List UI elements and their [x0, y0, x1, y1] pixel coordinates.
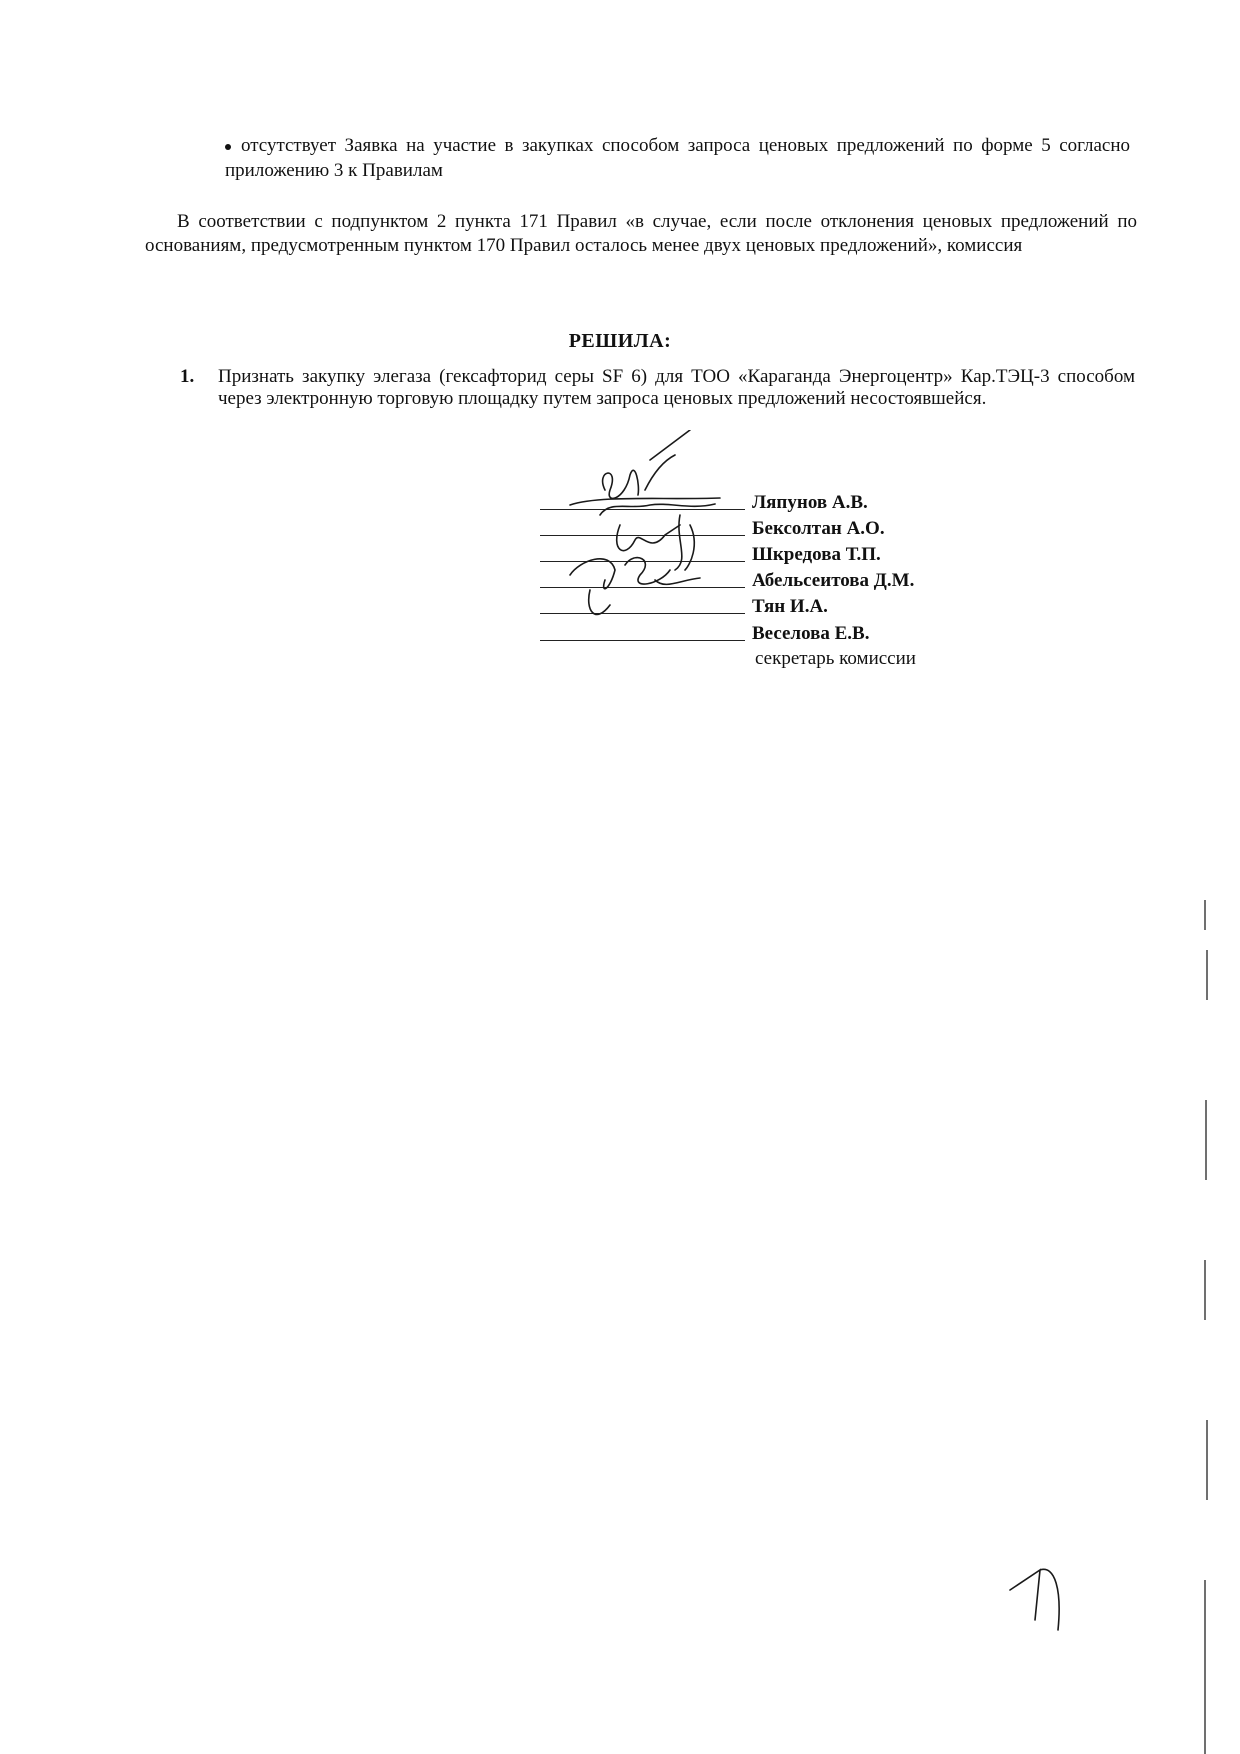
signature-row [540, 594, 960, 618]
signature-row [540, 516, 960, 540]
corner-initials [1000, 1550, 1080, 1640]
signature-row [540, 568, 960, 592]
signatory-name: Веселова Е.В. [752, 623, 870, 644]
signatory-name: Шкредова Т.П. [752, 544, 881, 565]
bullet-dot [225, 144, 231, 150]
signature-row [540, 621, 960, 645]
signatory-name: Тян И.А. [752, 596, 828, 617]
bullet-text: отсутствует Заявка на участие в закупках способом запроса ценовых предложений по форме 5 согласно приложению 3 к Правилам [225, 135, 1130, 181]
signature-line [540, 587, 745, 588]
decision-text: Признать закупку элегаза (гексафторид серы SF 6) для ТОО «Караганда Энергоцентр» Кар.ТЭЦ-3 способом через электронную торговую площадку путем запроса ценовых предложений несостоявшейся. [218, 366, 1135, 409]
secretary-label: секретарь комиссии [755, 648, 916, 669]
scan-edge-marks [1195, 900, 1215, 1754]
signature-line [540, 535, 745, 536]
signature-line [540, 509, 745, 510]
signatory-name: Ляпунов А.В. [752, 492, 868, 513]
signature-line [540, 613, 745, 614]
signature-row [540, 542, 960, 566]
basis-paragraph: В соответствии с подпунктом 2 пункта 171 Правил «в случае, если после отклонения ценовых предложений по основаниям, предусмотренным пунктом 170 Правил осталось менее двух ценовых предложений», комиссия [145, 211, 1137, 256]
decision-number: 1. [180, 366, 195, 387]
signatory-name: Абельсеитова Д.М. [752, 570, 915, 591]
bullet-item [225, 133, 1130, 183]
decision-item [180, 366, 1135, 410]
decision-heading: РЕШИЛА: [568, 330, 672, 352]
signature-line [540, 640, 745, 641]
signature-line [540, 561, 745, 562]
signature-row [540, 490, 960, 514]
signatory-name: Бексолтан А.О. [752, 518, 885, 539]
